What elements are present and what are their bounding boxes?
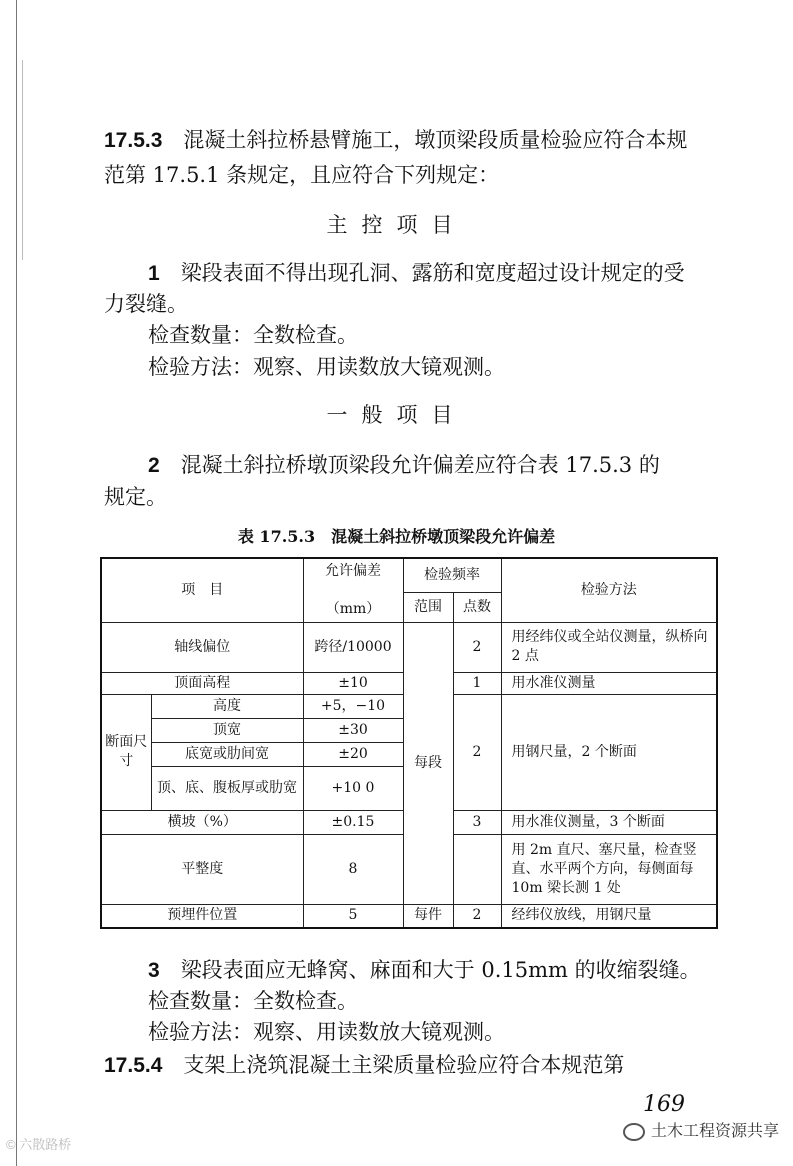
header-item: 项 目 (101, 558, 303, 622)
heading-main-items: 主控项目 (326, 213, 467, 237)
table-row: 顶面高程 ±10 1 用水准仪测量 (101, 672, 717, 694)
header-frequency: 检验频率 (403, 558, 501, 592)
clause-text: 混凝土斜拉桥悬臂施工，墩顶梁段质量检验应符合本规 (183, 128, 688, 152)
deviation-table (100, 557, 718, 929)
table-caption (0, 524, 793, 547)
item-number: 3 (148, 959, 160, 982)
table-number: 表 17.5.3 (237, 527, 316, 546)
clause-number: 17.5.4 (104, 1054, 163, 1077)
clause-17-5-3 (104, 125, 687, 156)
check-method-1: 检验方法：观察、用读数放大镜观测。 (148, 355, 505, 379)
clause-17-5-3-cont: 范第 17.5.1 条规定，且应符合下列规定： (104, 163, 500, 187)
item-text: 梁段表面应无蜂窝、麻面和大于 0.15mm 的收缩裂缝。 (180, 958, 701, 982)
item-text: 梁段表面不得出现孔洞、露筋和宽度超过设计规定的受 (180, 261, 685, 285)
clause-number: 17.5.3 (104, 129, 163, 152)
heading-general-items: 一般项目 (326, 403, 467, 427)
item-2-cont: 规定。 (104, 485, 167, 509)
check-quantity-1: 检查数量：全数检查。 (148, 323, 358, 347)
section-group: 断面尺寸 (101, 694, 151, 810)
item-1 (148, 258, 685, 289)
header-points: 点数 (453, 592, 501, 622)
clause-17-5-4 (104, 1050, 624, 1081)
table-row: 预埋件位置 5 每件 2 经纬仪放线，用钢尺量 (101, 904, 717, 928)
table-row: 横坡（%） ±0.15 3 用水准仪测量，3 个断面 (101, 810, 717, 834)
wechat-icon (623, 1123, 645, 1141)
table-row: 断面尺寸 高度 +5，−10 2 用钢尺量，2 个断面 (101, 694, 717, 718)
item-2 (148, 450, 660, 481)
table-title: 混凝土斜拉桥墩顶梁段允许偏差 (331, 527, 556, 546)
item-text: 混凝土斜拉桥墩顶梁段允许偏差应符合表 17.5.3 的 (180, 453, 660, 477)
page-number: 169 (643, 1092, 685, 1117)
table-row: 底宽或肋间宽 ±20 (101, 742, 717, 766)
watermark-left: © 六散路桥 (6, 1137, 72, 1152)
item-number: 1 (148, 262, 160, 285)
table-row: 轴线偏位 跨径/10000 每段 2 用经纬仪或全站仪测量，纵桥向 2 点 (101, 622, 717, 672)
watermark-right: 土木工程资源共享 (623, 1118, 779, 1141)
range-every-segment: 每段 (403, 622, 453, 904)
table-row: 平整度 8 用 2m 直尺、塞尺量，检查竖直、水平两个方向，每侧面每 10m 梁长测 1 处 (101, 834, 717, 904)
clause-text: 支架上浇筑混凝土主梁质量检验应符合本规范第 (183, 1053, 625, 1077)
item-1-cont: 力裂缝。 (104, 292, 188, 316)
table-row: 顶宽 ±30 (101, 718, 717, 742)
item-number: 2 (148, 454, 160, 477)
check-method-3: 检验方法：观察、用读数放大镜观测。 (148, 1020, 505, 1044)
header-method: 检验方法 (501, 558, 717, 622)
table-row: 顶、底、腹板厚或肋宽 +10 0 (101, 766, 717, 810)
header-tolerance: 允许偏差 （mm） (303, 558, 403, 622)
item-3 (148, 955, 701, 986)
check-quantity-3: 检查数量：全数检查。 (148, 989, 358, 1013)
page-edge-line (16, 0, 17, 1166)
header-range: 范围 (403, 592, 453, 622)
